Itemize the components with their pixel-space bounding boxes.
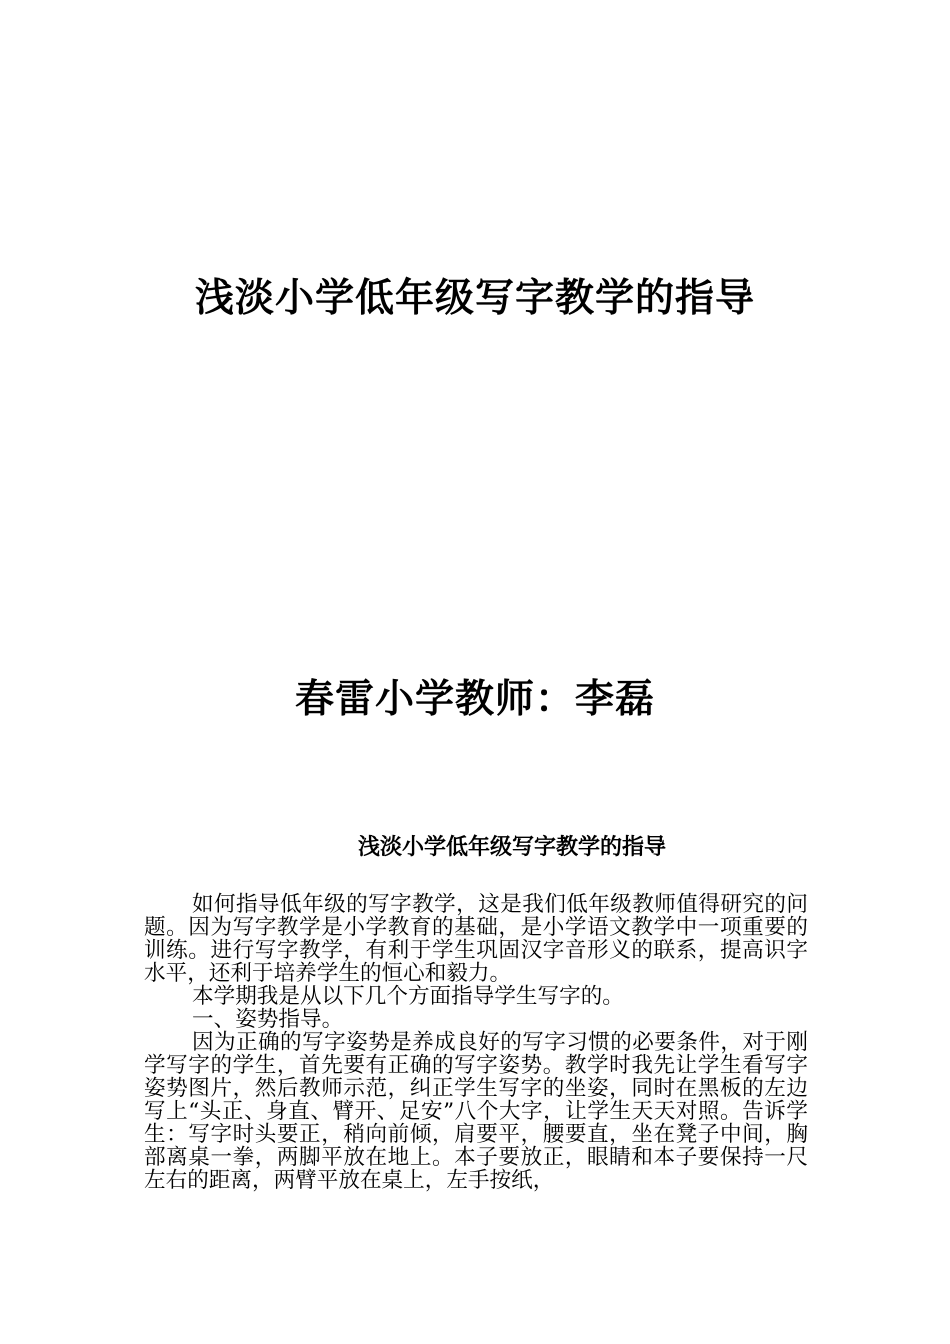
paragraph: 一、姿势指导。	[192, 1007, 344, 1032]
paragraph: 因为正确的写字姿势是养成良好的写字习惯的必要条件，对于刚学写字的学生，首先要有正确的写字姿势。教学时我先让学生看写字姿势图片，然后教师示范，纠正学生写字的坐姿，同时在黑板的左边写上“头正、身直、臂开、足安”八个大字，让学生天天对照。告诉学生：写字时头要正，稍向前倾，肩要平，腰要直，坐在凳子中间，胸部离桌一拳，两脚平放在地上。本子要放正，眼睛和本子要保持一尺左右的距离，两臂平放在桌上，左手按纸，	[144, 1030, 808, 1193]
paragraph: 如何指导低年级的写字教学，这是我们低年级教师值得研究的问题。因为写字教学是小学教育的基础，是小学语文教学中一项重要的训练。进行写字教学，有利于学生巩固汉字音形义的联系，提高识字水平，还利于培养学生的恒心和毅力。	[144, 892, 808, 986]
article-title: 浅淡小学低年级写字教学的指导	[357, 834, 666, 860]
paragraph: 本学期我是从以下几个方面指导学生写字的。	[192, 984, 624, 1009]
author-line: 春雷小学教师：李磊	[294, 677, 655, 722]
main-title: 浅淡小学低年级写字教学的指导	[194, 276, 755, 321]
article-body	[144, 893, 808, 1192]
